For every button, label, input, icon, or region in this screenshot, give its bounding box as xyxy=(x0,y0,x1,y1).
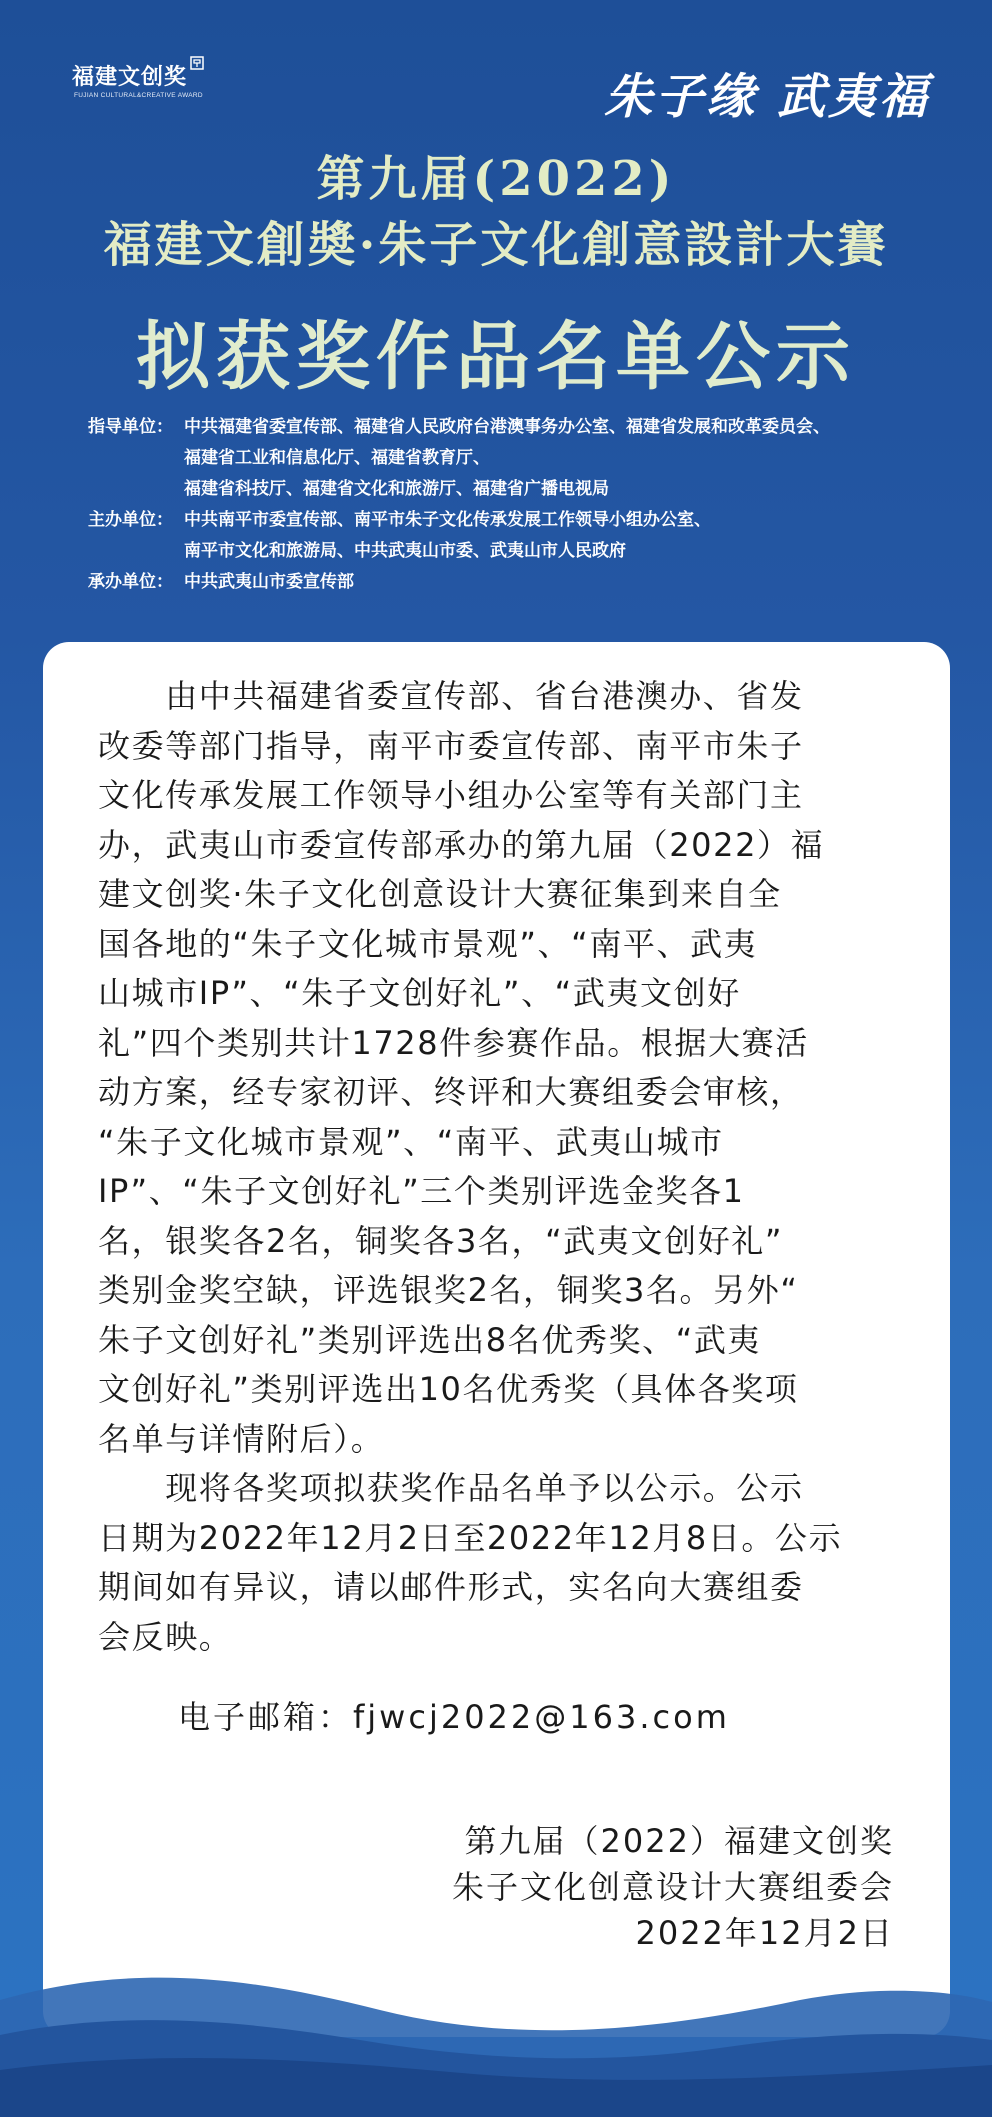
wave-decoration xyxy=(0,1940,992,2117)
org-line: 中共武夷山市委宣传部 xyxy=(184,572,354,592)
guiding-units xyxy=(88,412,948,505)
org-line: 福建省科技厅、福建省文化和旅游厅、福建省广播电视局 xyxy=(184,479,609,499)
notice-line: 建文创奖·朱子文化创意设计大赛征集到来自全 xyxy=(98,875,782,913)
org-line: 中共南平市委宣传部、南平市朱子文化传承发展工作领导小组办公室、 xyxy=(184,510,711,530)
award-mark-icon xyxy=(190,56,204,70)
fujian-creative-award-logo xyxy=(72,56,212,104)
email-label: 电子邮箱： xyxy=(178,1698,354,1736)
organizers-section xyxy=(88,412,948,598)
notice-line: 现将各奖项拟获奖作品名单予以公示。公示 xyxy=(98,1469,804,1507)
notice-line: 文化传承发展工作领导小组办公室等有关部门主 xyxy=(98,776,804,814)
logo-text: 福建文创奖 xyxy=(72,65,188,90)
organizing-units xyxy=(88,567,948,598)
notice-body xyxy=(98,672,898,1662)
notice-line: 国各地的“朱子文化城市景观”、“南平、武夷 xyxy=(98,924,758,963)
notice-line: 名，银奖各2名，铜奖各3名，“武夷文创好礼” xyxy=(98,1221,784,1260)
signature-edition: 第九届（2022）福建文创奖 xyxy=(464,1822,894,1860)
host-units xyxy=(88,505,948,567)
logo-subtext: FUJIAN CULTURAL&CREATIVE AWARD xyxy=(74,92,203,99)
signature-date: 2022年12月2日 xyxy=(635,1914,894,1952)
notice-line: 朱子文创好礼”类别评选出8名优秀奖、“武夷 xyxy=(98,1320,762,1359)
org-label: 指导单位： xyxy=(88,417,173,437)
notice-line: 礼”四个类别共计1728件参赛作品。根据大赛活 xyxy=(98,1023,809,1062)
signature xyxy=(452,1818,894,1956)
email-address[interactable]: fjwcj2022@163.com xyxy=(353,1698,730,1736)
notice-line: 会反映。 xyxy=(98,1617,233,1656)
notice-line: 名单与详情附后）。 xyxy=(98,1419,385,1458)
notice-line: 由中共福建省委宣传部、省台港澳办、省发 xyxy=(98,677,804,715)
org-label: 主办单位： xyxy=(88,510,173,530)
page-title: 拟获奖作品名单公示 xyxy=(136,314,856,400)
email-line xyxy=(178,1692,730,1738)
notice-line: IP”、“朱子文创好礼”三个类别评选金奖各1 xyxy=(98,1172,745,1210)
notice-line: 动方案，经专家初评、终评和大赛组委会审核， xyxy=(98,1073,804,1111)
notice-line: 期间如有异议，请以邮件形式，实名向大赛组委 xyxy=(98,1568,804,1606)
notice-line: 山城市IP”、“朱子文创好礼”、“武夷文创好 xyxy=(98,974,741,1012)
notice-line: 日期为2022年12月2日至2022年12月8日。公示 xyxy=(98,1518,843,1557)
notice-line: “朱子文化城市景观”、“南平、武夷山城市 xyxy=(98,1122,724,1161)
edition-title: 第九届(2022) xyxy=(316,151,676,207)
org-line: 福建省工业和信息化厅、福建省教育厅、 xyxy=(184,448,490,468)
competition-title: 福建文創奬·朱子文化創意設計大賽 xyxy=(103,217,889,273)
notice-line: 办，武夷山市委宣传部承办的第九届（2022）福 xyxy=(98,825,825,864)
signature-committee: 朱子文化创意设计大赛组委会 xyxy=(451,1868,894,1906)
notice-line: 改委等部门指导，南平市委宣传部、南平市朱子 xyxy=(98,726,804,765)
slogan: 朱子缘 武夷福 xyxy=(604,69,930,125)
org-line: 南平市文化和旅游局、中共武夷山市委、武夷山市人民政府 xyxy=(184,541,626,561)
org-line: 中共福建省委宣传部、福建省人民政府台港澳事务办公室、福建省发展和改革委员会、 xyxy=(184,417,830,437)
notice-line: 文创好礼”类别评选出10名优秀奖（具体各奖项 xyxy=(98,1370,799,1408)
org-label: 承办单位： xyxy=(88,572,173,592)
notice-line: 类别金奖空缺，评选银奖2名，铜奖3名。另外“ xyxy=(98,1271,799,1309)
